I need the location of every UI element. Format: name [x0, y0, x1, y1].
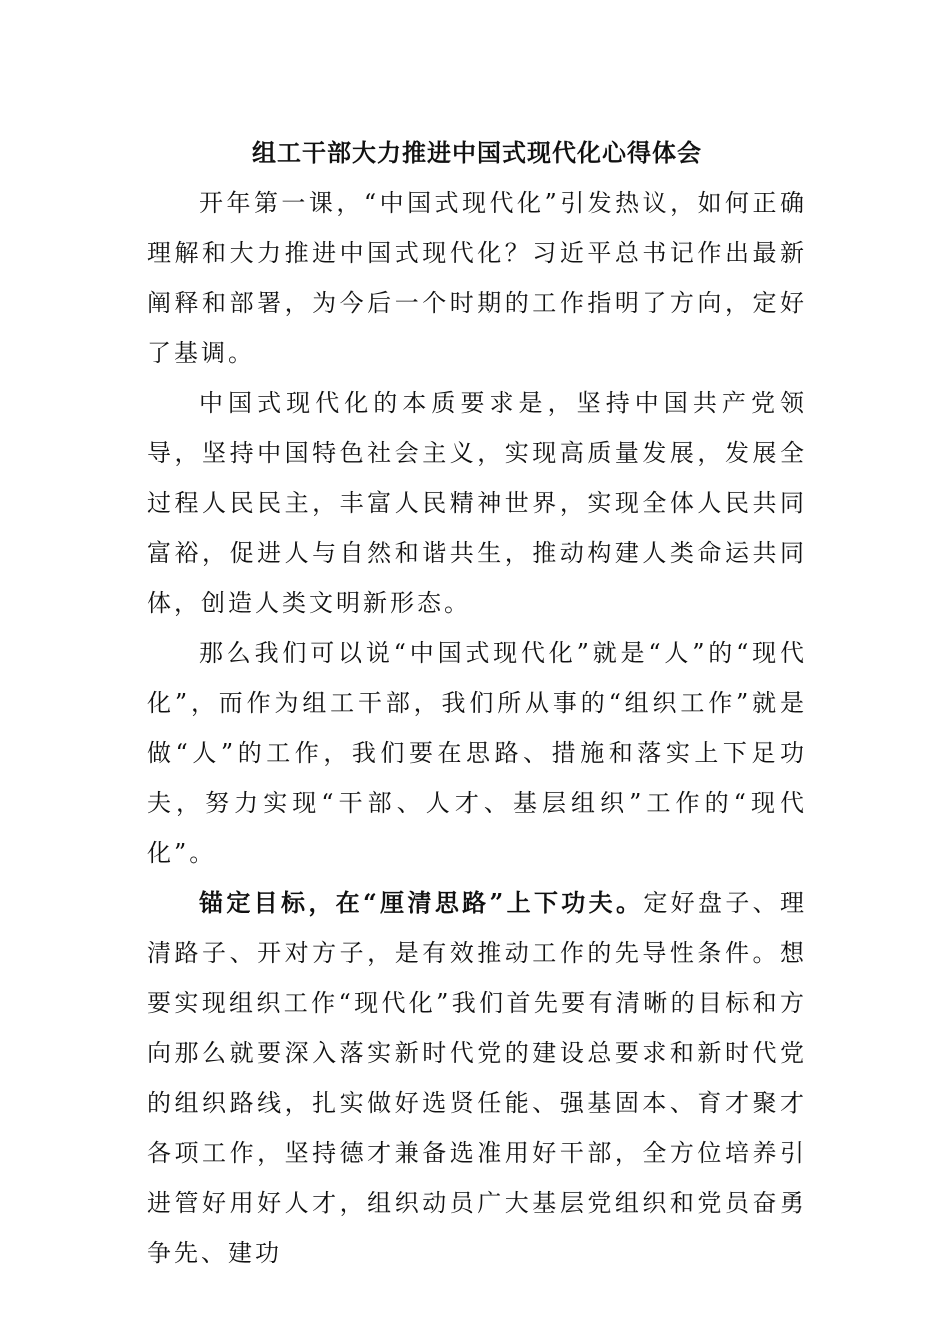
paragraph-text: 中国式现代化的本质要求是，坚持中国共产党领导，坚持中国特色社会主义，实现高质量发展，发展全过程人民民主，丰富人民精神世界，实现全体人民共同富裕，促进人与自然和谐共生，推动构建人类命运共同体，创造人类文明新形态。 [147, 389, 807, 617]
paragraph-essence [147, 378, 807, 628]
paragraph-people-modernization [147, 628, 807, 878]
paragraph-set-goals [147, 878, 807, 1278]
document-title: 组工干部大力推进中国式现代化心得体会 [252, 138, 702, 167]
paragraph-intro [147, 178, 807, 378]
paragraph-text: 那么我们可以说“中国式现代化”就是“人”的“现代化”，而作为组工干部，我们所从事的“组织工作”就是做“人”的工作，我们要在思路、措施和落实上下足功夫，努力实现“干部、人才、基层组织”工作的“现代化”。 [147, 639, 807, 867]
document-page [147, 128, 807, 1278]
paragraph-text: 开年第一课，“中国式现代化”引发热议，如何正确理解和大力推进中国式现代化？习近平总书记作出最新阐释和部署，为今后一个时期的工作指明了方向，定好了基调。 [147, 189, 807, 367]
paragraph-lead-heading: 锚定目标，在“厘清思路”上下功夫。 [199, 888, 644, 917]
paragraph-text: 定好盘子、理清路子、开对方子，是有效推动工作的先导性条件。想要实现组织工作“现代化”我们首先要有清晰的目标和方向那么就要深入落实新时代党的建设总要求和新时代党的组织路线，扎实做好选贤任能、强基固本、育才聚才各项工作，坚持德才兼备选准用好干部，全方位培养引进管好用好人才，组织动员广大基层党组织和党员奋勇争先、建功 [147, 889, 808, 1267]
